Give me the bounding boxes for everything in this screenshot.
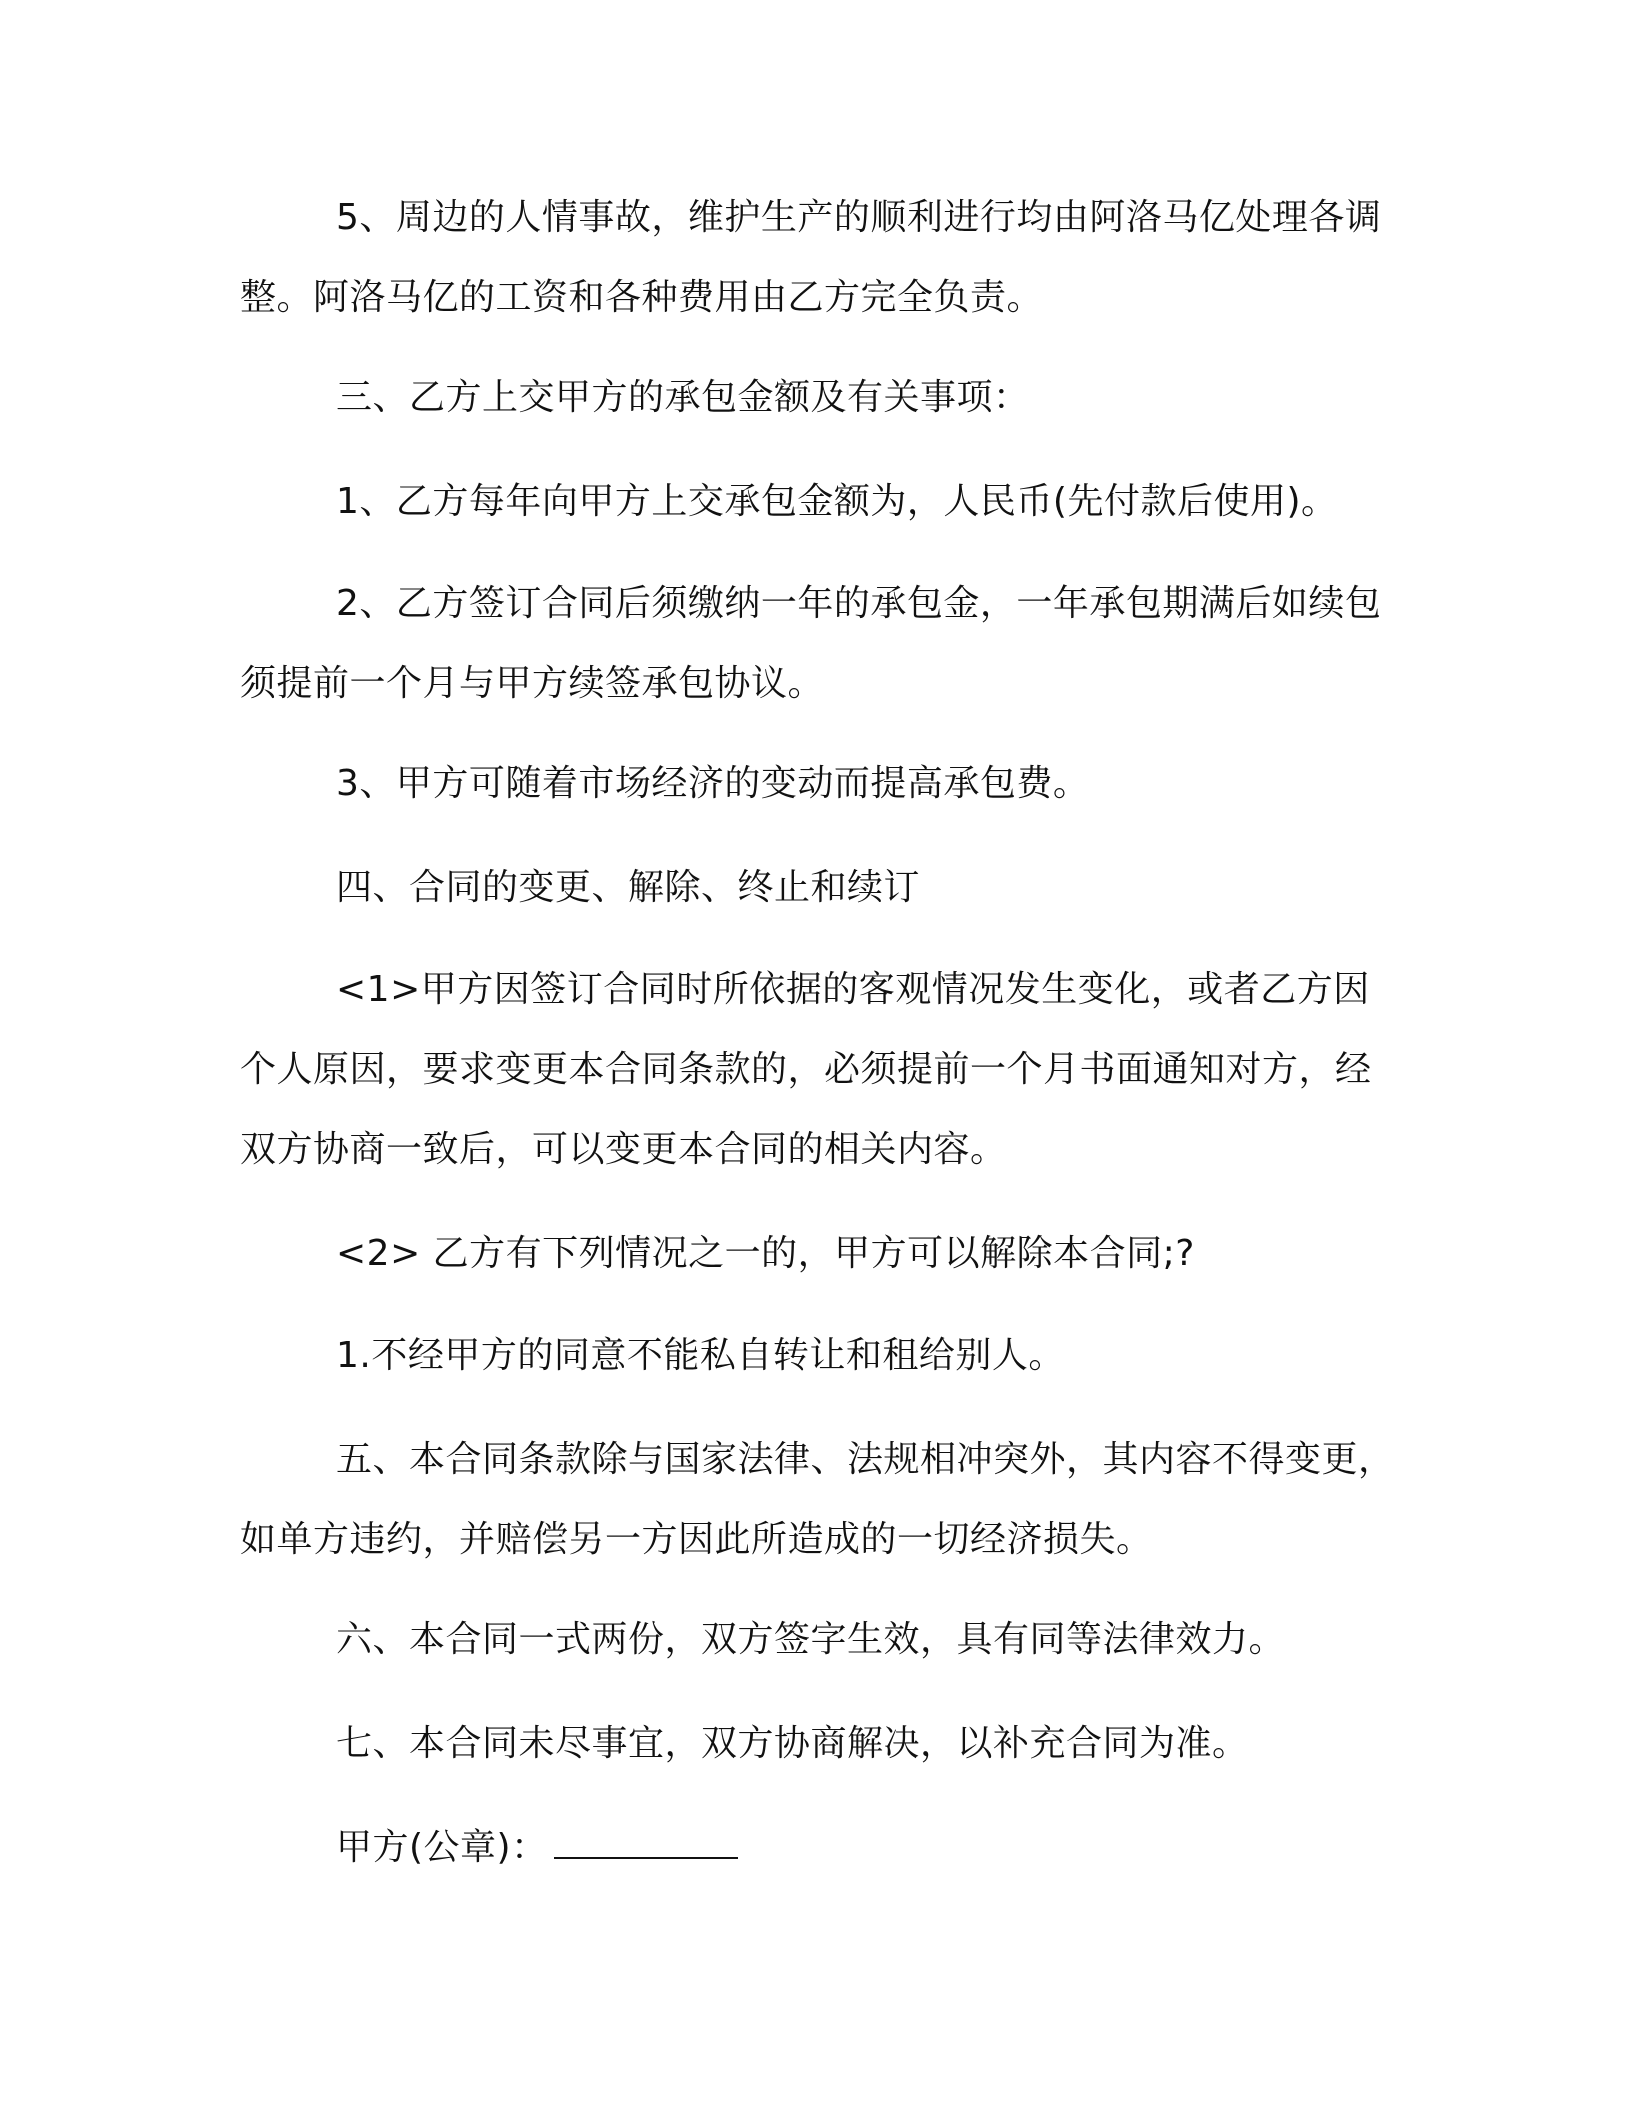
signature-blank-line	[554, 1813, 738, 1859]
section-5-paragraph: 五、本合同条款除与国家法律、法规相冲突外，其内容不得变更，如单方违约，并赔偿另一方因此所造成的一切经济损失。	[240, 1439, 1395, 1560]
paragraph-4-2-termination: <2> 乙方有下列情况之一的，甲方可以解除本合同;?	[336, 1233, 1195, 1274]
paragraph-4-1-change: <1>甲方因签订合同时所依据的客观情况发生变化，或者乙方因个人原因，要求变更本合同条款的，必须提前一个月书面通知对方，经双方协商一致后，可以变更本合同的相关内容。	[240, 969, 1372, 1170]
paragraph-3-2-deposit: 2、乙方签订合同后须缴纳一年的承包金，一年承包期满后如续包须提前一个月与甲方续签承包协议。	[240, 583, 1382, 704]
signature-line	[240, 1808, 1400, 1888]
paragraph-4-2-1-no-transfer: 1.不经甲方的同意不能私自转让和租给别人。	[336, 1335, 1065, 1376]
section-4-heading: 四、合同的变更、解除、终止和续订	[336, 867, 921, 908]
paragraph-3-1-annual-fee: 1、乙方每年向甲方上交承包金额为，人民币(先付款后使用)。	[336, 481, 1338, 522]
paragraph-3-3-fee-increase: 3、甲方可随着市场经济的变动而提高承包费。	[336, 763, 1090, 804]
section-6-paragraph: 六、本合同一式两份，双方签字生效，具有同等法律效力。	[336, 1619, 1286, 1660]
section-3-heading: 三、乙方上交甲方的承包金额及有关事项：	[336, 377, 1030, 418]
party-a-seal-label: 甲方(公章)：	[336, 1827, 548, 1868]
paragraph-5-local-affairs: 5、周边的人情事故，维护生产的顺利进行均由阿洛马亿处理各调整。阿洛马亿的工资和各种费用由乙方完全负责。	[240, 197, 1382, 318]
section-7-paragraph: 七、本合同未尽事宜，双方协商解决，以补充合同为准。	[336, 1723, 1249, 1764]
